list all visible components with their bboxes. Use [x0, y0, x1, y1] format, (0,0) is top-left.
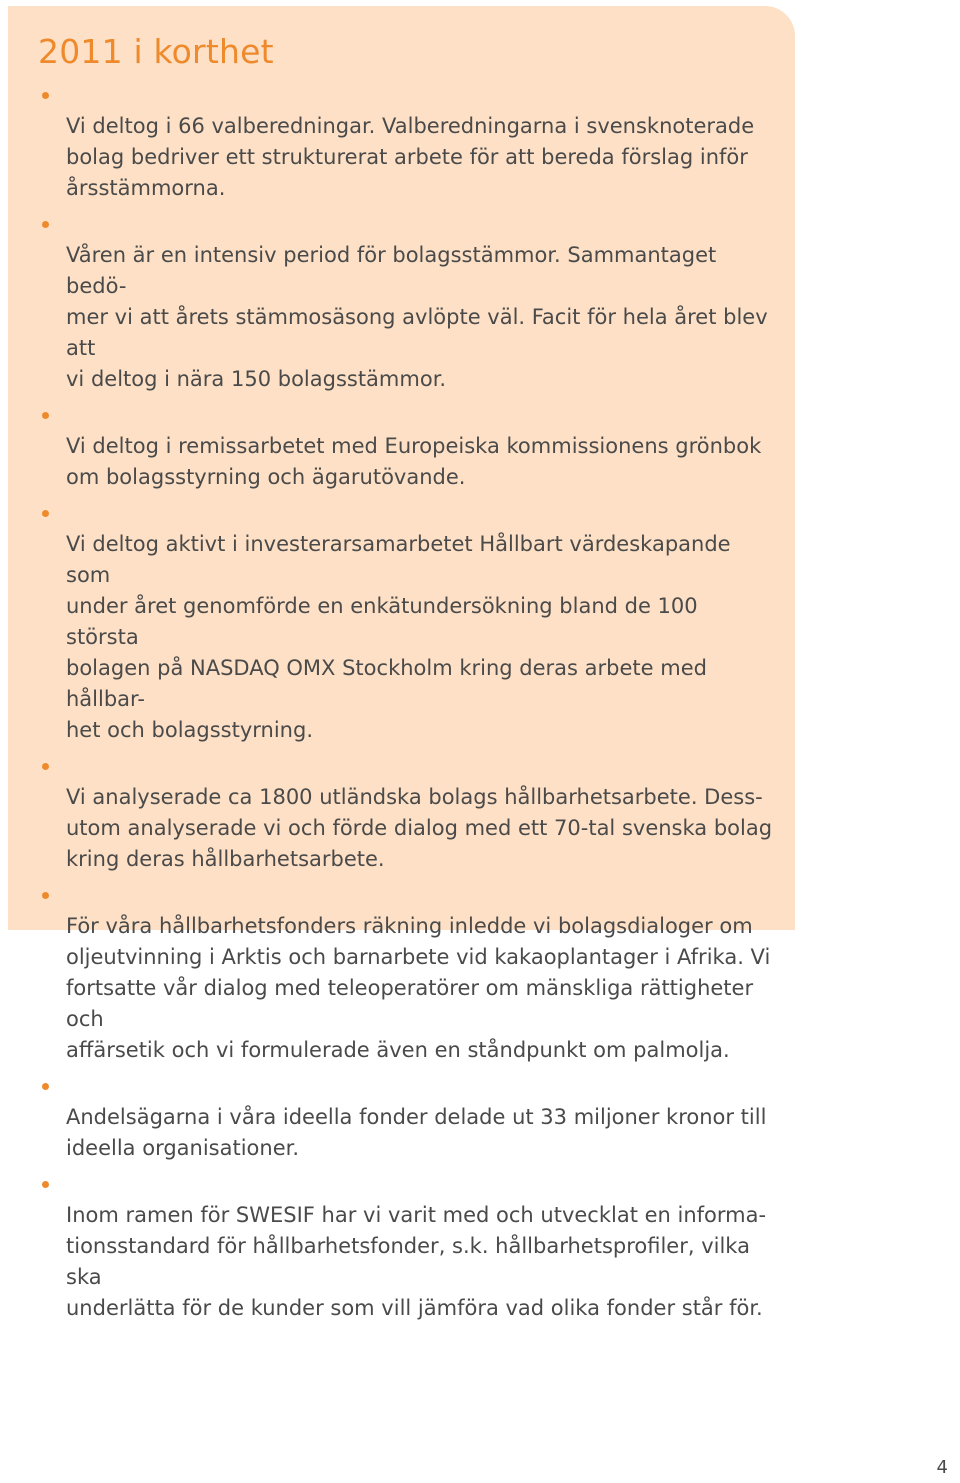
bullet-dot-icon: [42, 92, 49, 99]
list-item: [38, 498, 775, 746]
bullet-list: [38, 80, 775, 1324]
list-item-text: Vi analyserade ca 1800 utländska bolags hållbarhetsarbete. Dess- utom analyserade vi och förde dialog med ett 70-tal svenska bolag kring deras hållbarhetsarbete.: [66, 785, 773, 871]
list-item-text: Vi deltog i remissarbetet med Europeiska kommissionens grönbok om bolagsstyrning och ägarutövande.: [66, 434, 762, 489]
list-item-text: Andelsägarna i våra ideella fonder delade ut 33 miljoner kronor till ideella organisationer.: [66, 1105, 767, 1160]
list-item: [38, 209, 775, 395]
bullet-dot-icon: [42, 892, 49, 899]
list-item-text: Vi deltog i 66 valberedningar. Valberedningarna i svensknoterade bolag bedriver ett strukturerat arbete för att bereda förslag inför årsstämmorna.: [66, 114, 755, 200]
info-panel: [8, 6, 795, 1320]
list-item: [38, 400, 775, 493]
list-item: [38, 751, 775, 875]
list-item-text: För våra hållbarhetsfonders räkning inledde vi bolagsdialoger om oljeutvinning i Arktis och barnarbete vid kakaoplantager i Afrika. Vi fortsatte vår dialog med teleoperatörer om mänskliga rättigheter och affärsetik och vi formulerade även en ståndpunkt om palmolja.: [66, 914, 771, 1062]
list-item: [38, 1169, 775, 1324]
list-item: [38, 1071, 775, 1164]
list-item: [38, 880, 775, 1066]
list-item-text: Vi deltog aktivt i investerarsamarbetet Hållbart värdeskapande som under året genomförde en enkätundersökning bland de 100 största bolagen på NASDAQ OMX Stockholm kring deras arbete med hållbar- het och bolagsstyrning.: [66, 532, 731, 742]
page-number: 4: [936, 1457, 948, 1478]
panel-title: 2011 i korthet: [38, 32, 274, 71]
bullet-dot-icon: [42, 763, 49, 770]
list-item: [38, 80, 775, 204]
bullet-dot-icon: [42, 412, 49, 419]
bullet-dot-icon: [42, 221, 49, 228]
bullet-dot-icon: [42, 1083, 49, 1090]
list-item-text: Inom ramen för SWESIF har vi varit med och utvecklat en informa- tionsstandard för hållbarhetsfonder, s.k. hållbarhetsprofiler, vilka ska underlätta för de kunder som vill jämföra vad olika fonder står för.: [66, 1203, 767, 1320]
bullet-dot-icon: [42, 510, 49, 517]
bullet-dot-icon: [42, 1181, 49, 1188]
list-item-text: Våren är en intensiv period för bolagsstämmor. Sammantaget bedö- mer vi att årets stämmosäsong avlöpte väl. Facit för hela året blev att vi deltog i nära 150 bolagsstämmor.: [66, 243, 768, 391]
